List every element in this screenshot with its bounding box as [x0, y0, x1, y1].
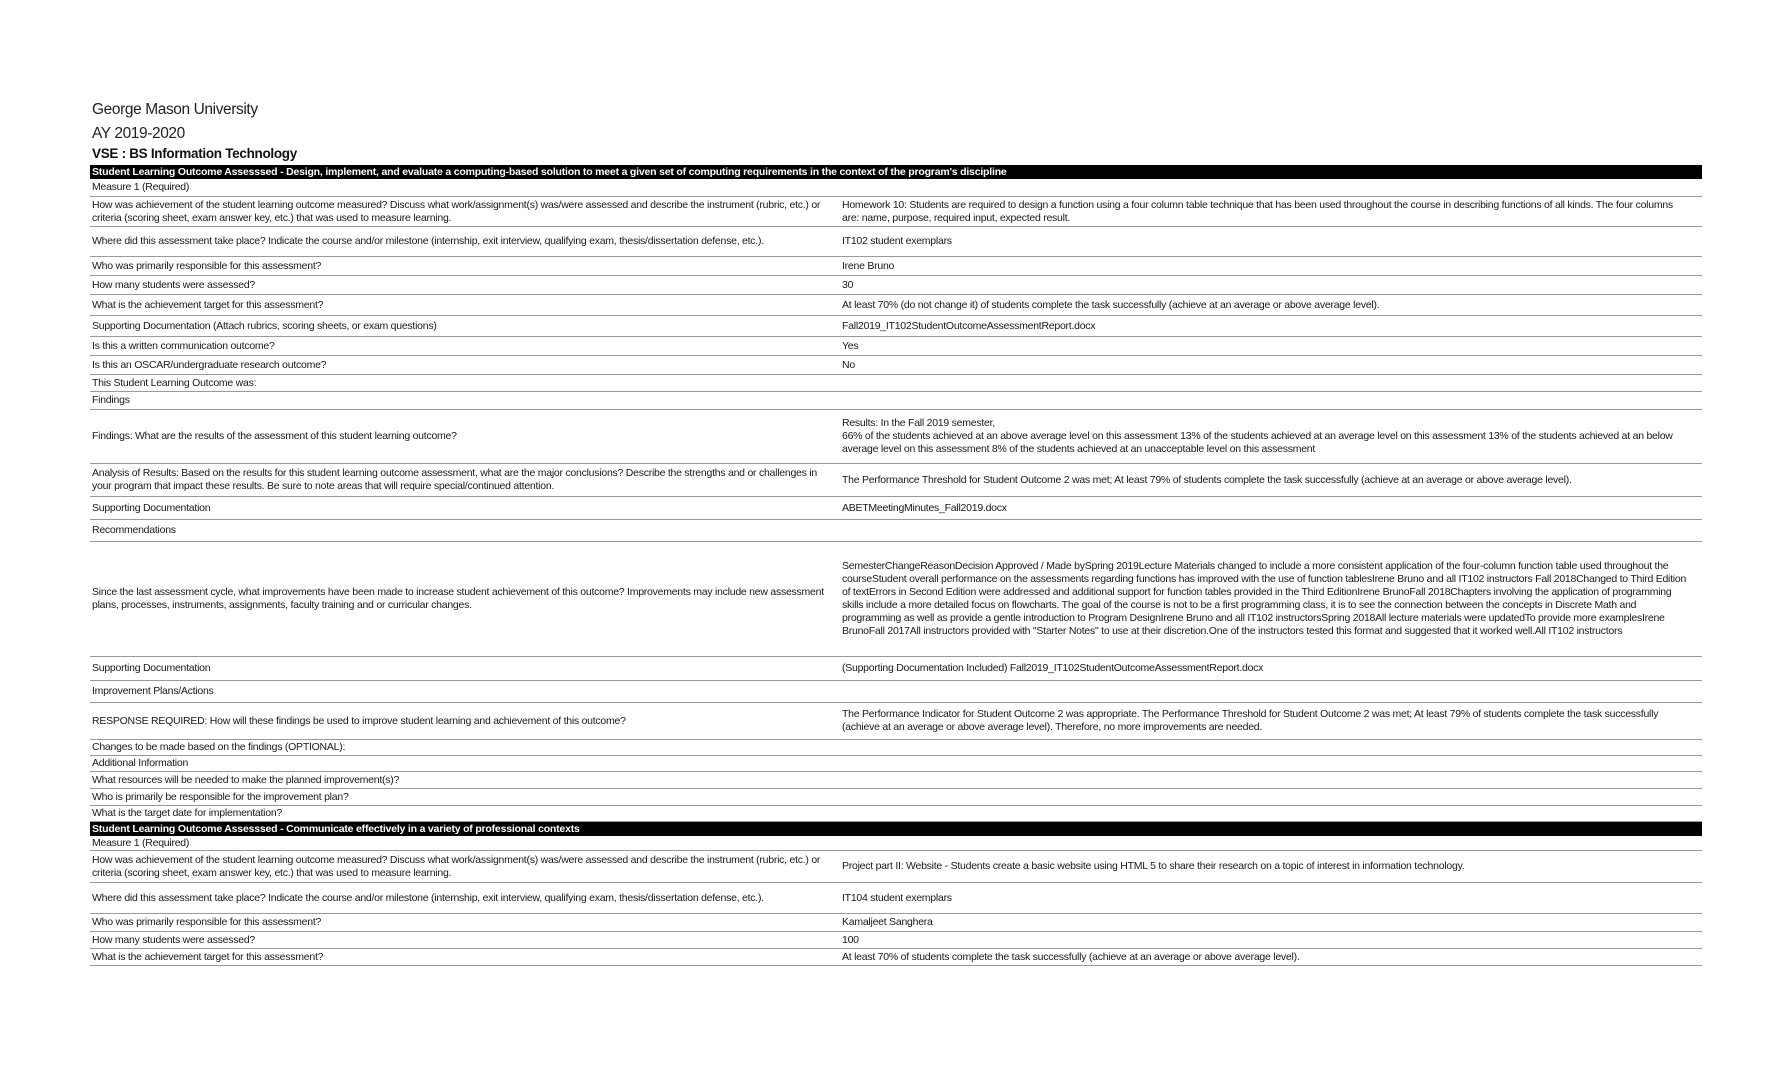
- section-row: [90, 681, 1702, 703]
- question-cell: RESPONSE REQUIRED: How will these findings be used to improve student learning and achievement of this outcome?: [92, 714, 626, 727]
- section-row: [90, 740, 1702, 756]
- table-row: [90, 356, 1702, 375]
- question-cell: Who was primarily responsible for this assessment?: [92, 259, 322, 272]
- question-cell: Since the last assessment cycle, what improvements have been made to increase student achievement of this outcome? Improvements may include new assessment plans, processes, instruments, assignments, faculty training and or curricular changes.: [92, 586, 824, 611]
- section-label: Measure 1 (Required): [92, 181, 190, 193]
- question-cell: Supporting Documentation: [92, 662, 211, 674]
- answer-cell: Fall2019_IT102StudentOutcomeAssessmentReport.docx: [842, 319, 1096, 332]
- answer-cell: Homework 10: Students are required to design a function using a four column table technique that has been used throughout the course in describing functions of all kinds. The four columns are: name, purpose, required input, expected result.: [842, 198, 1673, 224]
- section-row: [90, 806, 1702, 822]
- table-row: [90, 410, 1702, 464]
- section-row: [90, 772, 1702, 789]
- table-row: [90, 949, 1702, 966]
- section-row: [90, 520, 1702, 542]
- question-cell: How was achievement of the student learning outcome measured? Discuss what work/assignment(s) was/were assessed and describe the instrument (rubric, etc.) or criteria (scoring sheet, exam answer key, etc.) that was used to measure learning.: [92, 853, 821, 879]
- section-label: Recommendations: [92, 524, 176, 536]
- table-row: [90, 932, 1702, 949]
- table-row: [90, 883, 1702, 914]
- table-row: [90, 276, 1702, 295]
- answer-cell: Project part II: Website - Students create a basic website using HTML 5 to share their research on a topic of interest in information technology.: [842, 860, 1465, 872]
- answer-cell: At least 70% of students complete the task successfully (achieve at an average or above average level).: [842, 950, 1300, 963]
- table-row: [90, 295, 1702, 316]
- answer-cell: IT104 student exemplars: [842, 891, 952, 904]
- section-row: [90, 375, 1702, 392]
- outcome-banner: Student Learning Outcome Assesssed - Communicate effectively in a variety of professional contexts: [90, 822, 1702, 836]
- section-row: [90, 179, 1702, 197]
- question-cell: Supporting Documentation: [92, 501, 211, 514]
- answer-cell: 100: [842, 933, 859, 946]
- answer-cell: Yes: [842, 339, 859, 352]
- section-label: What is the target date for implementation?: [92, 807, 283, 819]
- answer-cell: The Performance Threshold for Student Outcome 2 was met; At least 79% of students complete the task successfully (achieve at an average or above average level).: [842, 473, 1572, 486]
- question-cell: How many students were assessed?: [92, 278, 255, 291]
- table-row: [90, 914, 1702, 932]
- table-row: [90, 257, 1702, 276]
- question-cell: Who was primarily responsible for this assessment?: [92, 916, 322, 928]
- outcome-banner: Student Learning Outcome Assesssed - Design, implement, and evaluate a computing-based solution to meet a given set of computing requirements in the context of the program's discipline: [90, 165, 1702, 179]
- table-row: [90, 542, 1702, 657]
- table-row: [90, 851, 1702, 883]
- section-label: Findings: [92, 394, 130, 406]
- question-cell: How was achievement of the student learning outcome measured? Discuss what work/assignment(s) was/were assessed and describe the instrument (rubric, etc.) or criteria (scoring sheet, exam answer key, etc.) that was used to measure learning.: [92, 198, 821, 224]
- table-row: [90, 337, 1702, 356]
- report-header: [92, 98, 297, 162]
- table-row: [90, 657, 1702, 681]
- answer-cell: 30: [842, 278, 854, 291]
- section-label: Improvement Plans/Actions: [92, 685, 214, 697]
- assessment-report: [90, 165, 1702, 966]
- answer-cell: No: [842, 358, 855, 371]
- answer-cell: Results: In the Fall 2019 semester, 66% of the students achieved at an above average level on this assessment 13% of the students achieved at an average level on this assessment 13% of the students achieved at an below average level on this assessment 8% of the students achieved at an unacceptable level on this assessment: [842, 417, 1673, 455]
- table-row: [90, 464, 1702, 497]
- table-row: [90, 316, 1702, 337]
- section-row: [90, 756, 1702, 772]
- answer-cell: Kamaljeet Sanghera: [842, 916, 933, 928]
- answer-cell: Irene Bruno: [842, 259, 895, 272]
- academic-year: AY 2019-2020: [92, 125, 185, 142]
- section-row: [90, 836, 1702, 851]
- question-cell: How many students were assessed?: [92, 933, 255, 946]
- section-label: Additional Information: [92, 757, 189, 769]
- answer-cell: IT102 student exemplars: [842, 235, 952, 247]
- question-cell: Analysis of Results: Based on the results for this student learning outcome assessment, what are the major conclusions? Describe the strengths and or challenges in your program that impact these results. Be sure to note areas that will require special/continued attention.: [92, 467, 817, 492]
- question-cell: Where did this assessment take place? Indicate the course and/or milestone (internship, exit interview, qualifying exam, thesis/dissertation defense, etc.).: [92, 235, 764, 247]
- question-cell: Is this an OSCAR/undergraduate research outcome?: [92, 358, 327, 371]
- question-cell: Where did this assessment take place? Indicate the course and/or milestone (internship, exit interview, qualifying exam, thesis/dissertation defense, etc.).: [92, 891, 764, 904]
- answer-cell: (Supporting Documentation Included) Fall2019_IT102StudentOutcomeAssessmentReport.docx: [842, 662, 1264, 674]
- answer-cell: ABETMeetingMinutes_Fall2019.docx: [842, 501, 1007, 514]
- table-row: [90, 227, 1702, 257]
- section-label: Measure 1 (Required): [92, 836, 190, 849]
- question-cell: What is the achievement target for this assessment?: [92, 298, 324, 311]
- question-cell: Findings: What are the results of the assessment of this student learning outcome?: [92, 430, 457, 442]
- table-row: [90, 197, 1702, 227]
- question-cell: What is the achievement target for this assessment?: [92, 950, 324, 963]
- question-cell: Is this a written communication outcome?: [92, 339, 275, 352]
- question-cell: Supporting Documentation (Attach rubrics, scoring sheets, or exam questions): [92, 319, 437, 332]
- section-label: Changes to be made based on the findings (OPTIONAL):: [92, 741, 346, 753]
- program-title: VSE : BS Information Technology: [92, 146, 297, 161]
- section-label: What resources will be needed to make the planned improvement(s)?: [92, 773, 400, 786]
- section-label: This Student Learning Outcome was:: [92, 376, 257, 389]
- answer-cell: At least 70% (do not change it) of students complete the task successfully (achieve at an average or above average level).: [842, 298, 1380, 311]
- table-row: [90, 703, 1702, 740]
- section-row: [90, 392, 1702, 410]
- section-label: Who is primarily be responsible for the improvement plan?: [92, 790, 349, 803]
- section-row: [90, 789, 1702, 806]
- answer-cell: The Performance Indicator for Student Outcome 2 was appropriate. The Performance Threshold for Student Outcome 2 was met; At least 79% of students complete the task successfully (achieve at an average or above average level). Therefore, no more improvements are needed.: [842, 708, 1659, 733]
- table-row: [90, 497, 1702, 520]
- university-name: George Mason University: [92, 101, 258, 118]
- answer-cell: SemesterChangeReasonDecision Approved / Made bySpring 2019Lecture Materials changed to include a more consistent application of the four-column function table used throughout the courseStudent overall performance on the assessments regarding functions has improved with the use of function tablesIrene Bruno and all IT102 instructors Fall 2018Changed to Third Edition of textErrors in Second Edition were addressed and additional support for function tables provided in the Third EditionIrene BrunoFall 2018Chapters involving the application of programming skills include a more detailed focus on flowcharts. The goal of the course is not to be a first programming class, it is to see the connection between the concepts in Discrete Math and programming as well as provide a gentle introduction to Program DesignIrene Bruno and all IT102 instructorsSpring 2018All lecture materials were updatedTo provide more examplesIrene BrunoFall 2017All instructors provided with "Starter Notes" to use at their discretion.One of the instructors tested this format and suggested that it worked well.All IT102 instructors: [842, 560, 1687, 637]
